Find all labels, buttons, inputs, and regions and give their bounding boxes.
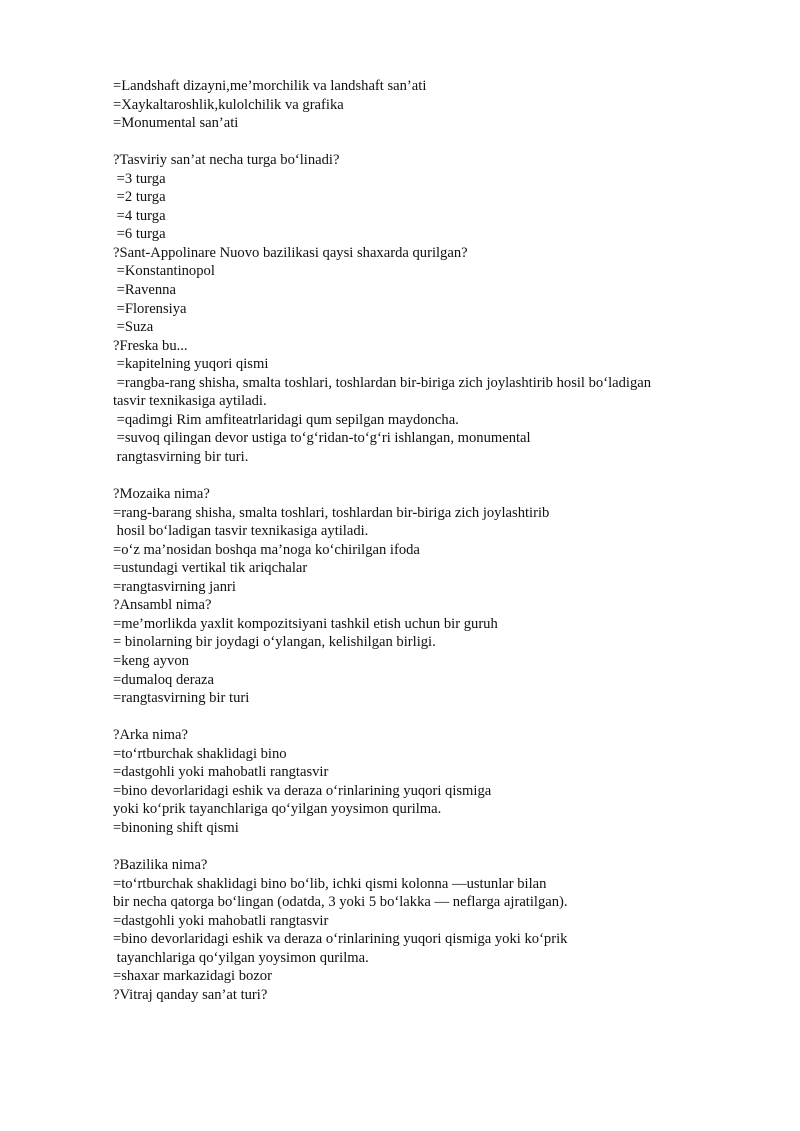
blank-line — [113, 133, 733, 152]
text-line: ?Vitraj qanday san’at turi? — [113, 986, 268, 1003]
text-line: ?Bazilika nima? — [113, 856, 208, 873]
text-line: ?Sant-Appolinare Nuovo bazilikasi qaysi shaxarda qurilgan? — [113, 244, 468, 261]
text-block — [113, 77, 733, 133]
text-line: =Konstantinopol — [113, 263, 215, 280]
text-line: =kapitelning yuqori qismi — [113, 356, 269, 373]
text-line: yoki ko‘prik tayanchlariga qo‘yilgan yoysimon qurilma. — [113, 801, 442, 818]
text-line: rangtasvirning bir turi. — [113, 448, 249, 465]
text-line: =3 turga — [113, 170, 166, 187]
text-line: =to‘rtburchak shaklidagi bino bo‘lib, ichki qismi kolonna —ustunlar bilan — [113, 875, 547, 892]
text-line: =rangtasvirning janri — [113, 578, 236, 595]
text-line: =Suza — [113, 319, 154, 336]
text-block — [113, 151, 733, 466]
text-line: =dastgohli yoki mahobatli rangtasvir — [113, 764, 329, 781]
text-line: =binoning shift qismi — [113, 819, 239, 836]
text-line: =2 turga — [113, 189, 166, 206]
text-line: =4 turga — [113, 207, 166, 224]
text-line: =6 turga — [113, 226, 166, 243]
text-line: =dastgohli yoki mahobatli rangtasvir — [113, 912, 329, 929]
text-line: =o‘z ma’nosidan boshqa ma’noga ko‘chirilgan ifoda — [113, 541, 420, 558]
text-line: =to‘rtburchak shaklidagi bino — [113, 745, 287, 762]
text-block — [113, 726, 733, 837]
text-line: =me’morlikda yaxlit kompozitsiyani tashkil etish uchun bir guruh — [113, 615, 498, 632]
text-line: =dumaloq deraza — [113, 671, 215, 688]
text-line: =Florensiya — [113, 300, 187, 317]
text-line: hosil bo‘ladigan tasvir texnikasiga aytiladi. — [113, 523, 369, 540]
document-body — [113, 77, 733, 1004]
text-block — [113, 485, 733, 708]
text-line: ?Freska bu... — [113, 337, 188, 354]
text-line: ?Tasviriy san’at necha turga bo‘linadi? — [113, 152, 340, 169]
text-line: =Landshaft dizayni,me’morchilik va landshaft san’ati — [113, 78, 427, 94]
blank-line — [113, 708, 733, 727]
text-line: bir necha qatorga bo‘lingan (odatda, 3 yoki 5 bo‘lakka — neflarga ajratilgan). — [113, 894, 568, 911]
text-line: =Ravenna — [113, 282, 176, 299]
blank-line — [113, 466, 733, 485]
text-line: = binolarning bir joydagi o‘ylangan, kelishilgan birligi. — [113, 634, 436, 651]
text-line: ?Mozaika nima? — [113, 486, 210, 503]
text-line: =qadimgi Rim amfiteatrlaridagi qum sepilgan maydoncha. — [113, 411, 459, 428]
text-block — [113, 856, 733, 1004]
text-line: =Xaykaltaroshlik,kulolchilik va grafika — [113, 96, 344, 113]
blank-line — [113, 837, 733, 856]
text-line: =shaxar markazidagi bozor — [113, 968, 272, 985]
text-line: =keng ayvon — [113, 652, 189, 669]
text-line: =rangtasvirning bir turi — [113, 690, 250, 707]
text-line: ?Ansambl nima? — [113, 597, 212, 614]
text-line: tayanchlariga qo‘yilgan yoysimon qurilma. — [113, 949, 369, 966]
text-line: tasvir texnikasiga aytiladi. — [113, 393, 267, 410]
text-line: =bino devorlaridagi eshik va deraza o‘rinlarining yuqori qismiga yoki ko‘prik — [113, 931, 568, 948]
text-line: =bino devorlaridagi eshik va deraza o‘rinlarining yuqori qismiga — [113, 782, 492, 799]
text-line: =ustundagi vertikal tik ariqchalar — [113, 560, 308, 577]
text-line: =Monumental san’ati — [113, 115, 239, 132]
text-line: =suvoq qilingan devor ustiga to‘g‘ridan-to‘g‘ri ishlangan, monumental — [113, 430, 531, 447]
text-line: ?Arka nima? — [113, 727, 188, 744]
text-line: =rang-barang shisha, smalta toshlari, toshlardan bir-biriga zich joylashtirib — [113, 504, 550, 521]
text-line: =rangba-rang shisha, smalta toshlari, toshlardan bir-biriga zich joylashtirib hosil bo‘ladigan — [113, 374, 652, 391]
